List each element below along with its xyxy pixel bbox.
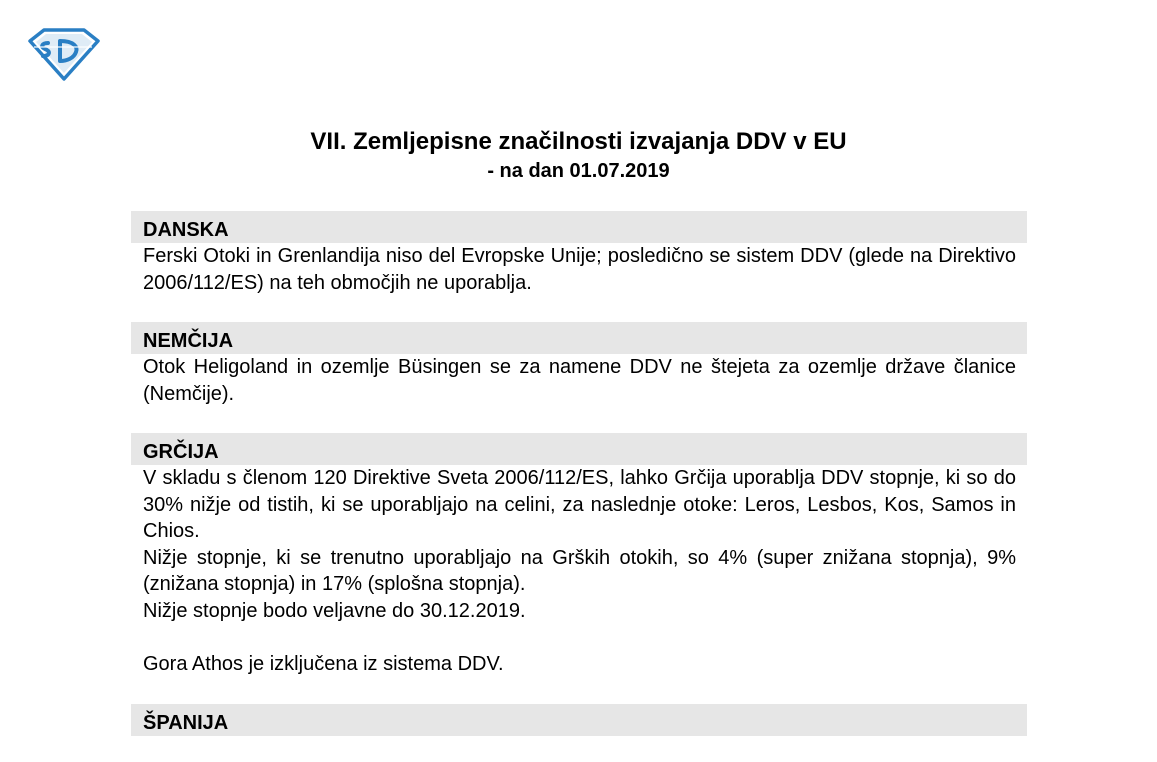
section-grcija — [131, 433, 1027, 678]
paragraph-spacer — [143, 624, 1016, 651]
paragraph: Ferski Otoki in Grenlandija niso del Evropske Unije; posledično se sistem DDV (glede na Direktivo 2006/112/ES) na teh območjih ne uporablja. — [143, 245, 1016, 294]
section-spanija — [131, 704, 1027, 736]
section-body — [131, 465, 1027, 678]
section-heading: DANSKA — [131, 211, 1027, 243]
title-block — [0, 126, 1157, 184]
page-title: VII. Zemljepisne značilnosti izvajanja DDV v EU — [310, 128, 847, 155]
section-body — [131, 243, 1027, 296]
section-nemcija — [131, 322, 1027, 407]
company-logo — [26, 27, 102, 83]
paragraph: Nižje stopnje, ki se trenutno uporabljajo na Grških otokih, so 4% (super znižana stopnja), 9% (znižana stopnja) in 17% (splošna stopnja). — [143, 546, 1016, 595]
paragraph: Otok Heligoland in ozemlje Büsingen se za namene DDV ne štejeta za ozemlje države članice (Nemčije). — [143, 356, 1016, 405]
document-content — [131, 211, 1027, 762]
paragraph: Nižje stopnje bodo veljavne do 30.12.2019. — [143, 599, 526, 622]
paragraph: Gora Athos je izključena iz sistema DDV. — [143, 653, 504, 675]
section-heading: NEMČIJA — [131, 322, 1027, 354]
section-heading: ŠPANIJA — [131, 704, 1027, 736]
paragraph: V skladu s členom 120 Direktive Sveta 2006/112/ES, lahko Grčija uporablja DDV stopnje, ki so do 30% nižje od tistih, ki se uporabljajo na celini, za naslednje otoke: Leros, Lesbos, Kos, Samos in Chios. — [143, 467, 1016, 542]
page-subtitle: - na dan 01.07.2019 — [487, 160, 670, 182]
section-heading: GRČIJA — [131, 433, 1027, 465]
section-danska — [131, 211, 1027, 296]
section-body — [131, 354, 1027, 407]
